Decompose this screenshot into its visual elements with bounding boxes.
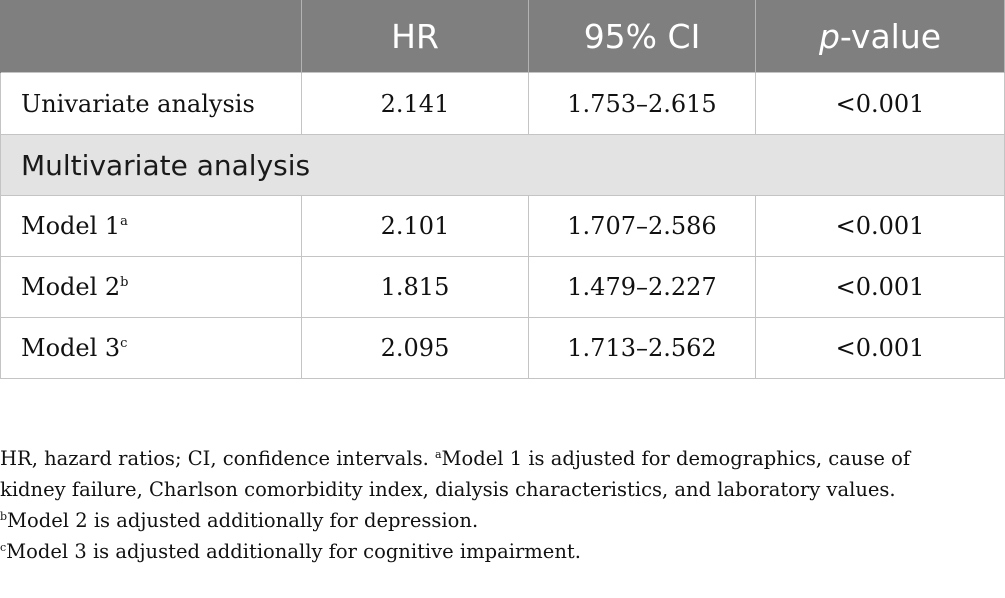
footnote-abbreviations: HR, hazard ratios; CI, confidence intervals. [0, 447, 435, 470]
row-label [1, 196, 302, 257]
footnote-marker: a [120, 214, 128, 229]
row-p: <0.001 [756, 73, 1005, 135]
model-label: Model 1 [21, 212, 121, 240]
footnote-line-2: kidney failure, Charlson comorbidity index, dialysis characteristics, and laboratory values. [0, 478, 896, 501]
header-p-rest: -value [839, 16, 942, 56]
footnote-c-text: Model 3 is adjusted additionally for cognitive impairment. [6, 540, 581, 563]
row-ci: 1.707–2.586 [529, 196, 756, 257]
row-label: Univariate analysis [1, 73, 302, 135]
footnote-line-1 [0, 443, 1005, 474]
row-hr: 2.141 [302, 73, 529, 135]
row-hr: 1.815 [302, 257, 529, 318]
row-ci: 1.713–2.562 [529, 318, 756, 379]
footnote-a-marker: a [434, 448, 442, 461]
table-header [1, 0, 1005, 73]
row-hr: 2.101 [302, 196, 529, 257]
table-footnotes [0, 443, 1005, 567]
model-label: Model 3 [21, 334, 121, 362]
section-label: Multivariate analysis [1, 135, 1005, 196]
model-label: Model 2 [21, 273, 121, 301]
row-p: <0.001 [756, 257, 1005, 318]
footnote-line-3 [0, 505, 1005, 536]
row-hr: 2.095 [302, 318, 529, 379]
footnote-b-marker: b [0, 510, 8, 523]
table-row-model-3 [1, 318, 1005, 379]
table-row-model-2 [1, 257, 1005, 318]
header-row [1, 0, 1005, 73]
header-hr: HR [302, 0, 529, 73]
row-p: <0.001 [756, 318, 1005, 379]
footnote-b-text: Model 2 is adjusted additionally for depression. [7, 509, 479, 532]
row-p: <0.001 [756, 196, 1005, 257]
row-ci: 1.479–2.227 [529, 257, 756, 318]
header-p-value [756, 0, 1005, 73]
table-row-univariate [1, 73, 1005, 135]
row-label [1, 257, 302, 318]
footnote-marker: c [120, 336, 128, 351]
footnote-line-4 [0, 536, 1005, 567]
section-row-multivariate [1, 135, 1005, 196]
table-body [1, 73, 1005, 379]
row-ci: 1.753–2.615 [529, 73, 756, 135]
footnote-marker: b [120, 275, 129, 290]
header-ci: 95% CI [529, 0, 756, 73]
row-label [1, 318, 302, 379]
footnote-a-text: Model 1 is adjusted for demographics, cause of [441, 447, 911, 470]
header-p-italic: p [818, 16, 840, 56]
footnote-c-marker: c [0, 541, 7, 554]
table-row-model-1 [1, 196, 1005, 257]
header-empty-cell [1, 0, 302, 73]
